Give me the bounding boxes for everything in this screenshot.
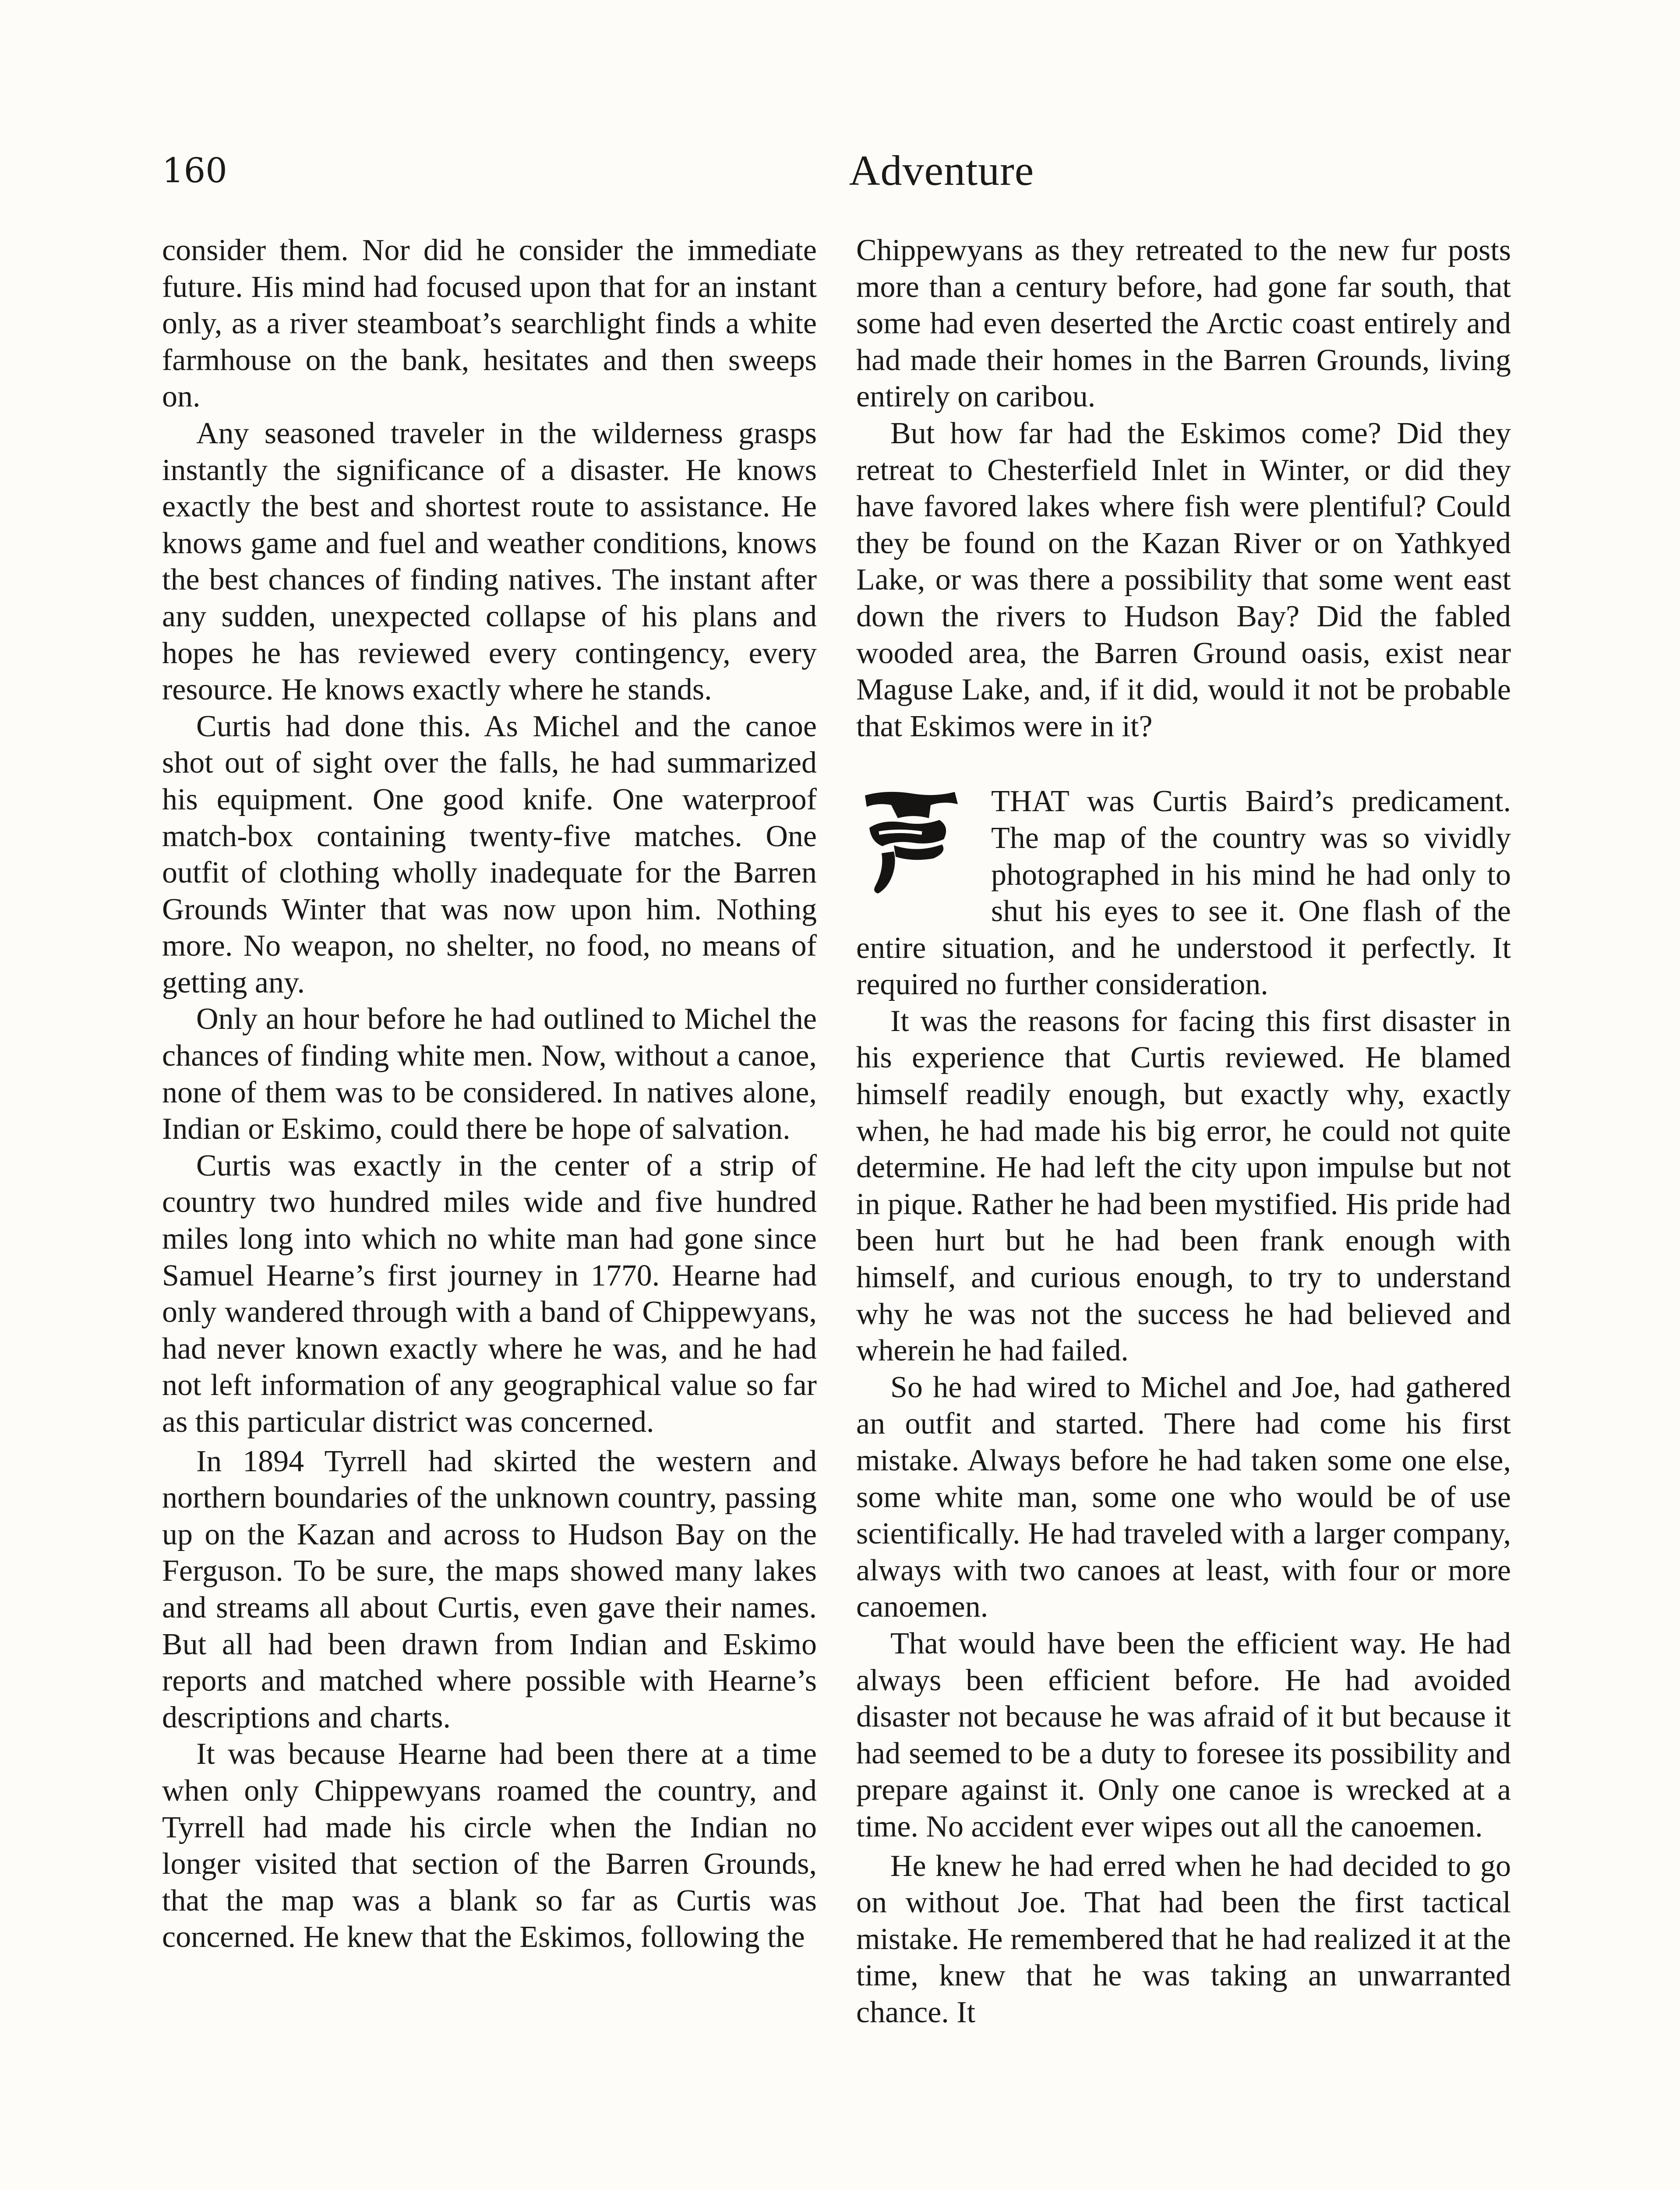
- paragraph: Only an hour before he had outlined to Michel the chances of finding white men. Now, without a canoe, none of them was to be considered. In natives alone, Indian or Eskimo, could there be hope of salvation.: [162, 1002, 817, 1146]
- decorative-initial-icon: [856, 788, 988, 897]
- paragraph: Curtis was exactly in the center of a strip of country two hundred miles wide and five hundred miles long into which no white man had gone since Samuel Hearne’s first journey in 1770. Hearne had only wandered through with a band of Chippewyans, had never known exactly where he was, and he had not left information of any geographical value so far as this particular district was concerned.: [162, 1148, 817, 1439]
- paragraph: It was because Hearne had been there at a time when only Chippewyans roamed the country, and Tyrrell had made his circle when the Indian no longer visited that section of the Barren Grounds, that the map was a blank so far as Curtis was concerned. He knew that the Eskimos, following the: [162, 1737, 817, 1954]
- running-title: Adventure: [849, 147, 1034, 194]
- paragraph: That would have been the efficient way. He had always been efficient before. He had avoided disaster not because he was afraid of it but because it had seemed to be a duty to foresee its possibility and prepare against it. Only one canoe is wrecked at a time. No accident ever wipes out all the canoemen.: [856, 1626, 1511, 1844]
- paragraph: But how far had the Eskimos come? Did they retreat to Chesterfield Inlet in Winter, or did they have favored lakes where fish were plentiful? Could they be found on the Kazan River or on Yathkyed Lake, or was there a possibility that some went east down the rivers to Hudson Bay? Did the fabled wooded area, the Barren Ground oasis, exist near Maguse Lake, and, if it did, would it not be probable that Eskimos were in it?: [856, 416, 1511, 743]
- page-number: 160: [162, 151, 227, 191]
- paragraph: THAT was Curtis Baird’s predicament. The map of the country was so vividly photographed in his mind he had only to shut his eyes to see it. One flash of the entire situation, and he understood it perfectly. It required no further consideration.: [856, 784, 1511, 1002]
- paragraph: consider them. Nor did he consider the immediate future. His mind had focused upon that for an instant only, as a river steamboat’s searchlight finds a white farmhouse on the bank, hesitates and then sweeps on.: [162, 233, 817, 414]
- page-header: [162, 140, 1549, 201]
- section-break: [856, 745, 1511, 783]
- left-column: [162, 232, 817, 1956]
- paragraph: Chippewyans as they retreated to the new fur posts more than a century before, had gone far south, that some had even deserted the Arctic coast entirely and had made their homes in the Barren Grounds, living entirely on caribou.: [856, 233, 1511, 414]
- drop-initial-paragraph: [856, 783, 1511, 1003]
- paragraph: He knew he had erred when he had decided to go on without Joe. That had been the first tactical mistake. He remembered that he had realized it at the time, knew that he was taking an unwarranted chance. It: [856, 1849, 1511, 2029]
- paragraph: In 1894 Tyrrell had skirted the western and northern boundaries of the unknown country, passing up on the Kazan and across to Hudson Bay on the Ferguson. To be sure, the maps showed many lakes and streams all about Curtis, even gave their names. But all had been drawn from Indian and Eskimo reports and matched where possible with Hearne’s descriptions and charts.: [162, 1444, 817, 1734]
- right-column: [856, 232, 1511, 2031]
- paragraph: So he had wired to Michel and Joe, had gathered an outfit and started. There had come his first mistake. Always before he had taken some one else, some white man, some one who would be of use scientifically. He had traveled with a larger company, always with two canoes at least, with four or more canoemen.: [856, 1370, 1511, 1624]
- paragraph: Curtis had done this. As Michel and the canoe shot out of sight over the falls, he had summarized his equipment. One good knife. One waterproof match-box containing twenty-five matches. One outfit of clothing wholly inadequate for the Barren Grounds Winter that was now upon him. Nothing more. No weapon, no shelter, no food, no means of getting any.: [162, 709, 817, 1000]
- paragraph: It was the reasons for facing this first disaster in his experience that Curtis reviewed. He blamed himself readily enough, but exactly why, exactly when, he had made his big error, he could not quite determine. He had left the city upon impulse but not in pique. Rather he had been mystified. His pride had been hurt but he had been frank enough with himself, and curious enough, to try to understand why he was not the success he had believed and wherein he had failed.: [856, 1004, 1511, 1368]
- paragraph: Any seasoned traveler in the wilderness grasps instantly the significance of a disaster. He knows exactly the best and shortest route to assistance. He knows game and fuel and weather conditions, knows the best chances of finding natives. The instant after any sudden, unexpected collapse of his plans and hopes he has reviewed every contingency, every resource. He knows exactly where he stands.: [162, 416, 817, 707]
